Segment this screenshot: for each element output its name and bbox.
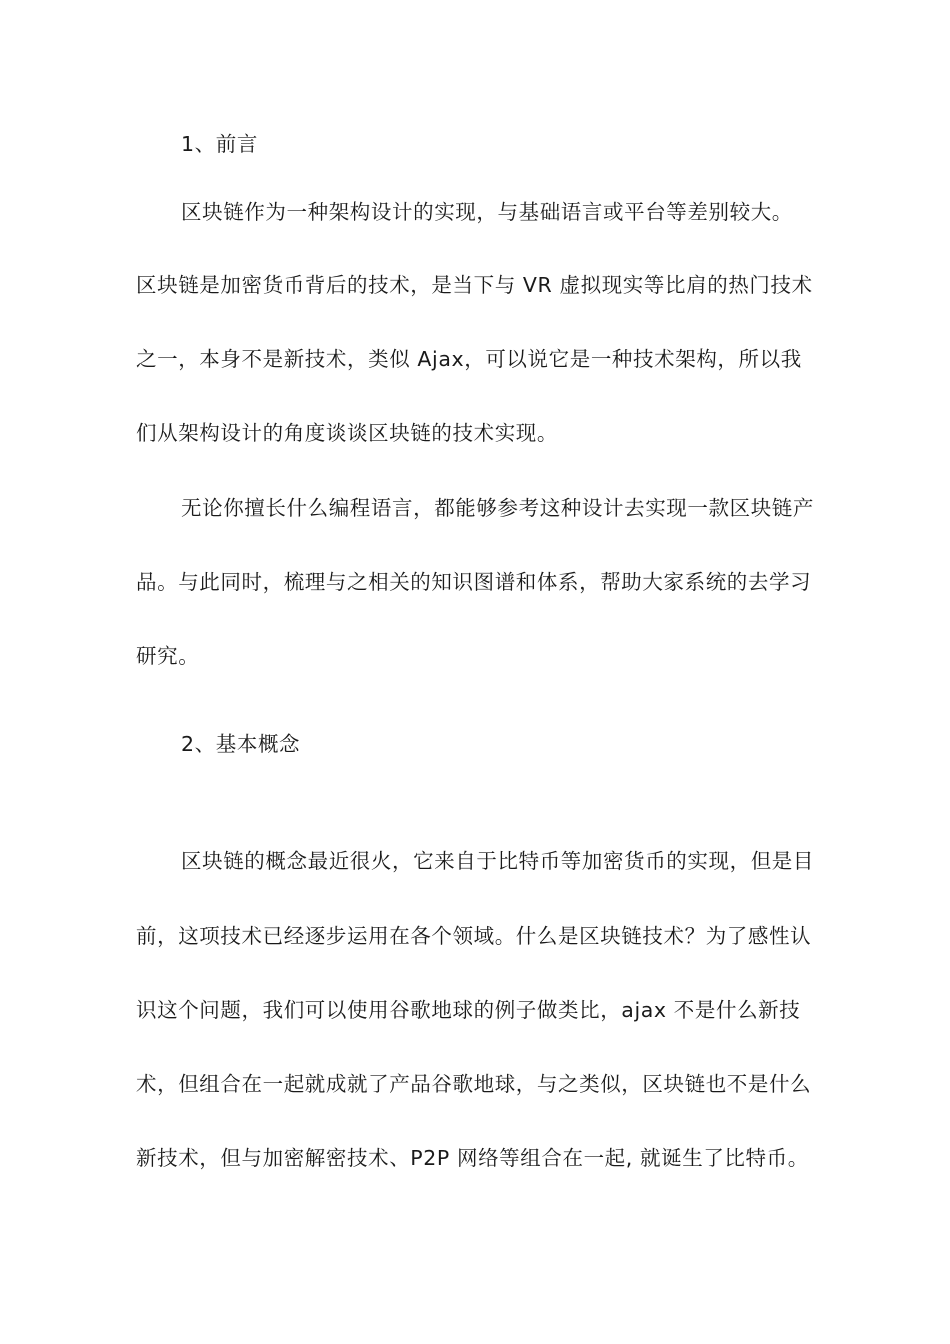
s1-p1-line-4: 们从架构设计的角度谈谈区块链的技术实现。	[136, 421, 558, 445]
s2-p1-line-1: 区块链的概念最近很火，它来自于比特币等加密货币的实现，但是目	[181, 849, 814, 873]
section-1-heading: 1、前言	[181, 132, 258, 156]
s1-p2-line-1: 无论你擅长什么编程语言，都能够参考这种设计去实现一款区块链产	[181, 496, 814, 520]
s2-p1-line-5: 新技术，但与加密解密技术、P2P 网络等组合在一起, 就诞生了比特币。	[136, 1146, 809, 1170]
s2-p1-line-2: 前，这项技术已经逐步运用在各个领域。什么是区块链技术？为了感性认	[136, 924, 812, 948]
s1-p2-line-2: 品。与此同时，梳理与之相关的知识图谱和体系，帮助大家系统的去学习	[136, 570, 812, 594]
s2-p1-line-4: 术，但组合在一起就成就了产品谷歌地球，与之类似，区块链也不是什么	[136, 1072, 812, 1096]
s2-p1-line-3: 识这个问题，我们可以使用谷歌地球的例子做类比，ajax 不是什么新技	[136, 998, 801, 1022]
section-2-heading: 2、基本概念	[181, 732, 301, 756]
s1-p2-line-3: 研究。	[136, 644, 200, 668]
s1-p1-line-2: 区块链是加密货币背后的技术，是当下与 VR 虚拟现实等比肩的热门技术	[136, 273, 813, 297]
s1-p1-line-3: 之一，本身不是新技术，类似 Ajax，可以说它是一种技术架构，所以我	[136, 347, 802, 371]
s1-p1-line-1: 区块链作为一种架构设计的实现，与基础语言或平台等差别较大。	[181, 200, 793, 224]
